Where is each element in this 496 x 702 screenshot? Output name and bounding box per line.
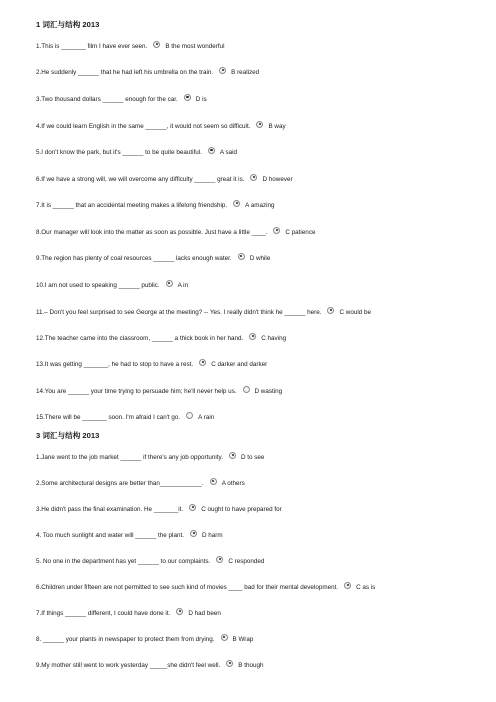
question-text: 2.He suddenly ______ that he had left his umbrella on the train. — [36, 69, 214, 76]
question-text: 6.Children under fifteen are not permitted to see such kind of movies ____ bad for their mental development. — [36, 584, 339, 591]
radio-checked-icon[interactable] — [166, 280, 173, 287]
radio-checked-icon[interactable] — [208, 147, 215, 154]
answer-text: A others — [221, 480, 245, 487]
question-text: 3.He didn't pass the final examination. He _______it. — [36, 506, 184, 513]
question-text: 1.Jane went to the job market ______ if there's any job opportunity. — [36, 454, 223, 461]
radio-checked-icon[interactable] — [229, 452, 236, 459]
question-text: 12.The teacher came into the classroom, ______ a thick book in her hand. — [36, 335, 244, 342]
answer-text: D had been — [188, 610, 221, 617]
question-item — [36, 361, 488, 369]
answer-text: A rain — [198, 414, 215, 421]
question-item — [36, 480, 488, 488]
question-text: 6.If we have a strong will, we will overcome any difficulty ______ great it is. — [36, 176, 245, 183]
radio-checked-icon[interactable] — [189, 504, 196, 511]
radio-checked-icon[interactable] — [216, 556, 223, 563]
answer-text: A in — [177, 282, 189, 289]
question-item — [36, 454, 488, 462]
answer-text: B the most wonderful — [165, 43, 225, 50]
answer-text: C as is — [356, 584, 376, 591]
question-text: 14.You are ______ your time trying to persuade him; he'll never help us. — [36, 388, 237, 395]
radio-checked-icon[interactable] — [250, 174, 257, 181]
answer-text: D while — [249, 255, 271, 262]
question-text: 4.If we could learn English in the same ______, it would not seem so difficult. — [36, 123, 251, 130]
radio-checked-icon[interactable] — [233, 200, 240, 207]
question-item — [36, 584, 488, 592]
question-text: 4. Too much sunlight and water will ______ the plant. — [36, 532, 184, 539]
radio-checked-icon[interactable] — [184, 94, 191, 101]
question-item — [36, 96, 488, 104]
answer-text: D however — [262, 176, 293, 183]
answer-text: C having — [261, 335, 287, 342]
question-text: 10.I am not used to speaking ______ public. — [36, 282, 160, 289]
question-text: 9.The region has plenty of coal resources ______ lacks enough water. — [36, 255, 232, 262]
question-item — [36, 282, 488, 290]
radio-checked-icon[interactable] — [226, 660, 233, 667]
answer-text: D harm — [201, 532, 223, 539]
question-item — [36, 123, 488, 131]
answer-text: B realized — [231, 69, 260, 76]
question-item — [36, 229, 488, 237]
question-text: 5.I don't know the park, but it's ______ to be quite beautiful. — [36, 149, 202, 156]
question-item — [36, 149, 488, 157]
question-text: 7.If things ______ different, I could have done it. — [36, 610, 171, 617]
answer-text: C patience — [285, 229, 316, 236]
answer-text: C darker and darker — [211, 361, 268, 368]
radio-checked-icon[interactable] — [256, 121, 263, 128]
question-item — [36, 176, 488, 184]
radio-checked-icon[interactable] — [273, 227, 280, 234]
question-item — [36, 532, 488, 540]
answer-text: D to see — [240, 454, 265, 461]
question-text: 9.My mother still went to work yesterday _____she didn't feel well. — [36, 662, 221, 669]
question-text: 8. ______ your plants in newspaper to protect them from drying. — [36, 636, 215, 643]
question-text: 3.Two thousand dollars ______ enough for the car. — [36, 96, 178, 103]
radio-checked-icon[interactable] — [249, 333, 256, 340]
question-item — [36, 636, 488, 644]
answer-text: D wasting — [254, 388, 283, 395]
question-item — [36, 506, 488, 514]
question-item — [36, 255, 488, 263]
radio-unchecked-icon[interactable] — [186, 412, 193, 419]
radio-checked-icon[interactable] — [238, 253, 245, 260]
question-text: 8.Our manager will look into the matter as soon as possible. Just have a little ____. — [36, 229, 268, 236]
radio-checked-icon[interactable] — [210, 478, 217, 485]
answer-text: B Wrap — [232, 636, 254, 643]
answer-text: D is — [195, 96, 207, 103]
question-item — [36, 610, 488, 618]
answer-text: A amazing — [245, 202, 275, 209]
question-text: 2.Some architectural designs are better than____________. — [36, 480, 204, 487]
section-title: 1 词汇与结构 2013 — [36, 20, 100, 29]
answer-text: C responded — [228, 558, 265, 565]
question-item — [36, 558, 488, 566]
question-item — [36, 69, 488, 77]
question-item — [36, 43, 488, 51]
question-text: 11.– Don't you feel surprised to see George at the meeting? -- Yes. I really didn't think he ______ here. — [36, 309, 322, 316]
question-item — [36, 414, 488, 422]
answer-text: C ought to have prepared for — [201, 506, 282, 513]
question-item — [36, 202, 488, 210]
question-text: 1.This is _______ film I have ever seen. — [36, 43, 148, 50]
radio-checked-icon[interactable] — [344, 582, 351, 589]
answer-text: A said — [219, 149, 238, 156]
radio-unchecked-icon[interactable] — [243, 386, 250, 393]
question-item — [36, 662, 488, 670]
answer-text: C would be — [339, 309, 371, 316]
radio-checked-icon[interactable] — [219, 67, 226, 74]
question-text: 13.It was getting _______, he had to stop to have a rest. — [36, 361, 194, 368]
radio-checked-icon[interactable] — [153, 41, 160, 48]
question-text: 7.It is ______ that an accidental meeting makes a lifelong friendship. — [36, 202, 228, 209]
radio-checked-icon[interactable] — [327, 307, 334, 314]
radio-checked-icon[interactable] — [199, 359, 206, 366]
answer-text: B though — [238, 662, 264, 669]
radio-checked-icon[interactable] — [221, 634, 228, 641]
question-item — [36, 335, 488, 343]
radio-checked-icon[interactable] — [176, 608, 183, 615]
question-text: 5. No one in the department has yet ______ to our complaints. — [36, 558, 211, 565]
question-text: 15.There will be _______ soon. I'm afraid I can't go. — [36, 414, 181, 421]
radio-checked-icon[interactable] — [190, 530, 197, 537]
question-item — [36, 388, 488, 396]
answer-text: B way — [268, 123, 286, 130]
section-title: 3 词汇与结构 2013 — [36, 431, 100, 440]
question-item — [36, 309, 488, 317]
